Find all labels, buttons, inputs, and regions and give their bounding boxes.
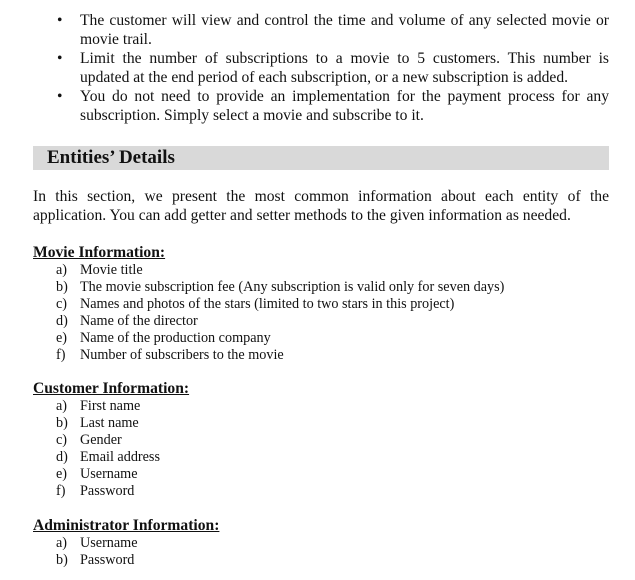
customer-information-block xyxy=(33,380,593,499)
list-item-text: Name of the director xyxy=(80,312,198,329)
list-marker: a) xyxy=(56,262,68,278)
list-item-text: Last name xyxy=(80,414,139,431)
bullet-item xyxy=(33,88,609,125)
list-marker: c) xyxy=(56,295,68,312)
list-marker: b) xyxy=(56,414,68,431)
bullet-item xyxy=(33,50,609,87)
list-marker: c) xyxy=(56,431,68,448)
list-marker: a) xyxy=(56,535,68,551)
movie-information-block xyxy=(33,244,593,363)
list-item xyxy=(33,466,593,483)
list-item xyxy=(33,398,593,415)
customer-information-title: Customer Information: xyxy=(33,380,190,397)
list-item-text: Gender xyxy=(80,431,122,448)
list-marker: b) xyxy=(56,278,68,295)
list-item-text: Password xyxy=(80,551,135,568)
bullet-marker: • xyxy=(57,12,63,29)
list-item-text: Names and photos of the stars (limited to two stars in this project) xyxy=(80,295,455,312)
list-item-text: Number of subscribers to the movie xyxy=(80,346,284,363)
list-item xyxy=(33,296,593,313)
list-item-text: Username xyxy=(80,535,138,551)
bullet-text: Limit the number of subscriptions to a movie to 5 customers. This number is updated at the end period of each subscription, or a new subscription is added. xyxy=(80,50,609,86)
list-item xyxy=(33,313,593,330)
administrator-information-title: Administrator Information: xyxy=(33,517,220,534)
list-marker: e) xyxy=(56,329,68,346)
list-item xyxy=(33,415,593,432)
list-item-text: Username xyxy=(80,465,138,482)
list-item-text: Email address xyxy=(80,448,160,465)
list-item-text: Password xyxy=(80,482,135,499)
list-marker: a) xyxy=(56,398,68,414)
bullet-text: The customer will view and control the time and volume of any selected movie or movie trail. xyxy=(80,12,609,48)
bullet-marker: • xyxy=(57,50,63,67)
list-item-text: Movie title xyxy=(80,262,143,278)
section-heading-bar xyxy=(33,146,609,170)
list-item xyxy=(33,330,593,347)
list-item xyxy=(33,279,593,296)
list-marker: d) xyxy=(56,448,68,465)
administrator-information-block xyxy=(33,517,593,569)
section-title: Entities’ Details xyxy=(47,147,175,168)
bullet-text: You do not need to provide an implementation for the payment process for any subscription. Simply select a movie and subscribe to it. xyxy=(80,88,609,124)
list-marker: f) xyxy=(56,346,66,363)
list-item xyxy=(33,535,593,552)
bullet-marker: • xyxy=(57,88,63,105)
requirements-bullet-list xyxy=(33,12,609,126)
movie-information-title: Movie Information: xyxy=(33,244,166,261)
movie-information-list xyxy=(33,262,593,363)
list-item xyxy=(33,347,593,364)
section-intro-paragraph: In this section, we present the most common information about each entity of the application. You can add getter and setter methods to the given information as needed. xyxy=(33,188,609,224)
bullet-item xyxy=(33,12,609,49)
list-item xyxy=(33,552,593,569)
list-marker: b) xyxy=(56,551,68,568)
list-marker: f) xyxy=(56,482,66,499)
list-marker: d) xyxy=(56,312,68,329)
list-item-text: First name xyxy=(80,398,141,414)
administrator-information-list xyxy=(33,535,593,569)
list-marker: e) xyxy=(56,465,68,482)
list-item xyxy=(33,432,593,449)
list-item xyxy=(33,262,593,279)
list-item-text: The movie subscription fee (Any subscription is valid only for seven days) xyxy=(80,278,505,295)
list-item xyxy=(33,449,593,466)
list-item-text: Name of the production company xyxy=(80,329,271,346)
customer-information-list xyxy=(33,398,593,499)
list-item xyxy=(33,483,593,500)
